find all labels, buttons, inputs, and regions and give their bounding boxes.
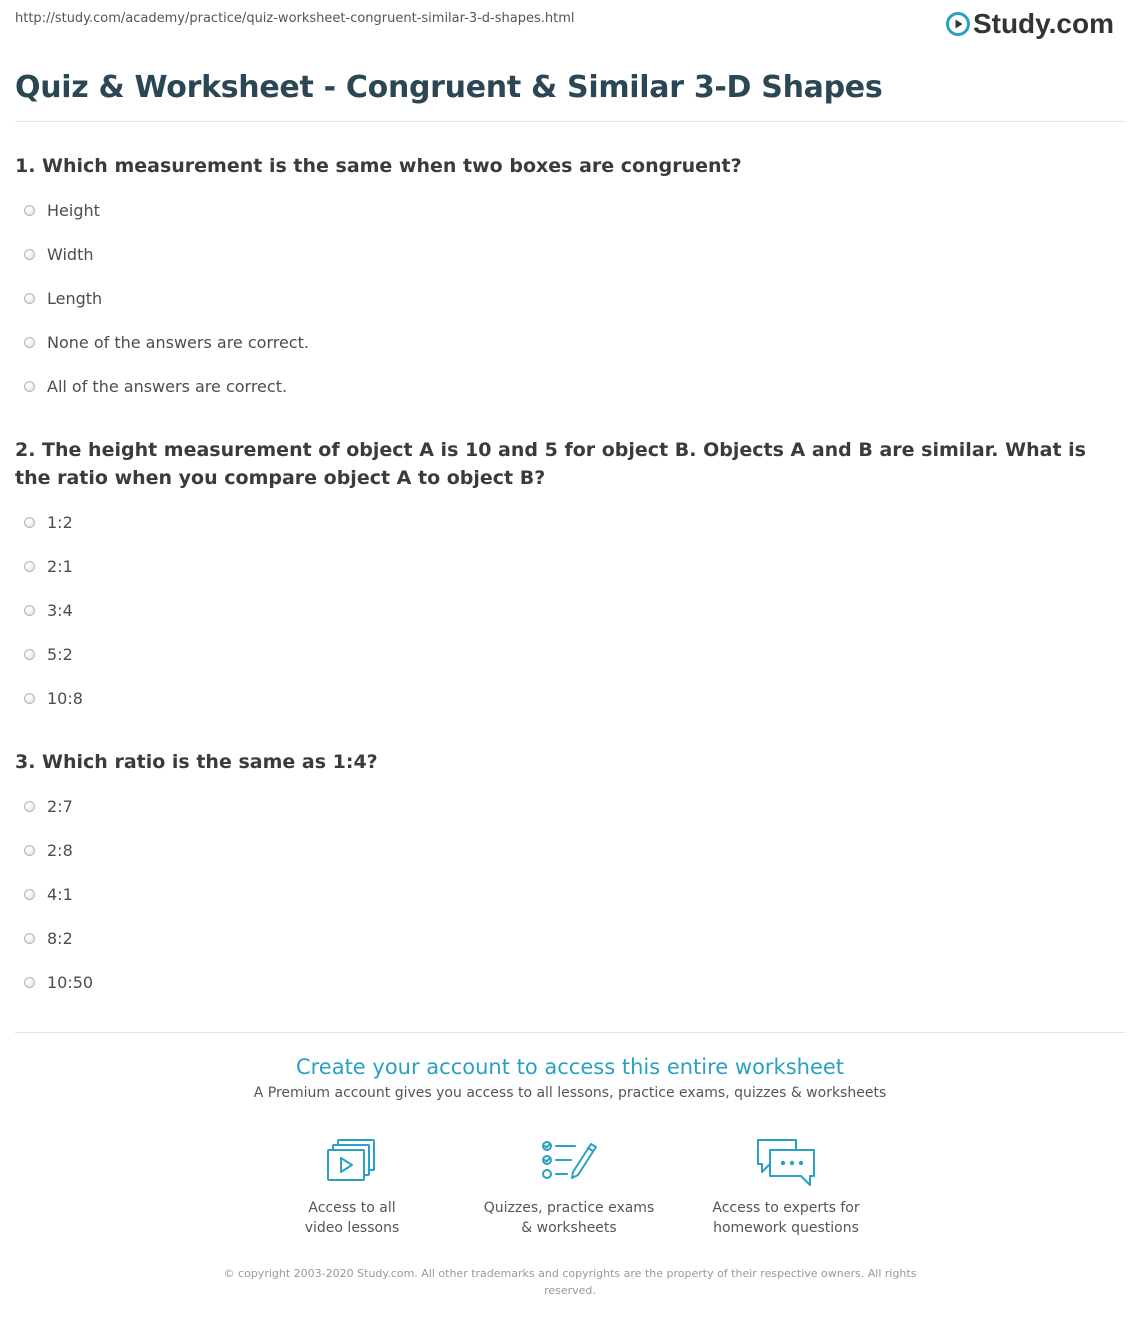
copyright-line: © copyright 2003-2020 Study.com. All other trademarks and copyrights are the property of their respective owners. All rights xyxy=(223,1267,917,1280)
option-label: Height xyxy=(47,200,100,220)
copyright-line: reserved. xyxy=(544,1284,596,1297)
answer-option[interactable] xyxy=(24,598,73,622)
radio-button[interactable] xyxy=(24,649,35,660)
answer-option[interactable] xyxy=(24,926,73,950)
radio-button[interactable] xyxy=(24,293,35,304)
answer-option[interactable] xyxy=(24,198,100,222)
chat-bubbles-icon xyxy=(754,1138,818,1188)
logo-text: Study.com xyxy=(972,8,1114,39)
video-lessons-icon xyxy=(326,1138,378,1184)
copyright-footer xyxy=(215,1265,925,1299)
top-bar xyxy=(0,0,1140,50)
answer-option[interactable] xyxy=(24,330,309,354)
create-account-link[interactable]: Create your account to access this entire worksheet xyxy=(295,1055,845,1079)
study-logo[interactable] xyxy=(946,8,1114,40)
page-title: Quiz & Worksheet - Congruent & Similar 3-D Shapes xyxy=(15,70,883,105)
radio-button[interactable] xyxy=(24,205,35,216)
option-label: Length xyxy=(47,288,103,308)
radio-button[interactable] xyxy=(24,381,35,392)
radio-button[interactable] xyxy=(24,249,35,260)
option-label: All of the answers are correct. xyxy=(47,376,288,396)
option-label: 2:1 xyxy=(47,556,73,576)
option-label: 3:4 xyxy=(47,600,73,620)
option-label: 10:50 xyxy=(47,972,94,992)
answer-option[interactable] xyxy=(24,882,73,906)
option-label: None of the answers are correct. xyxy=(47,332,309,352)
question-text: 1. Which measurement is the same when two boxes are congruent? xyxy=(15,155,742,177)
option-label: 1:2 xyxy=(47,512,73,532)
radio-button[interactable] xyxy=(24,889,35,900)
answer-option[interactable] xyxy=(24,286,102,310)
feature-video-lessons xyxy=(242,1138,462,1238)
answer-option[interactable] xyxy=(24,686,83,710)
radio-button[interactable] xyxy=(24,933,35,944)
option-label: 5:2 xyxy=(47,644,73,664)
section-divider xyxy=(15,1032,1125,1033)
answer-option[interactable] xyxy=(24,794,73,818)
option-label: 8:2 xyxy=(47,928,73,948)
option-label: 4:1 xyxy=(47,884,73,904)
option-label: 2:7 xyxy=(47,796,73,816)
radio-button[interactable] xyxy=(24,801,35,812)
title-divider xyxy=(15,121,1125,122)
answer-option[interactable] xyxy=(24,838,73,862)
feature-text-line: Access to experts for xyxy=(712,1200,860,1216)
feature-experts xyxy=(676,1138,896,1238)
radio-button[interactable] xyxy=(24,693,35,704)
answer-option[interactable] xyxy=(24,242,93,266)
option-label: 10:8 xyxy=(47,688,83,708)
question-text: 3. Which ratio is the same as 1:4? xyxy=(15,751,378,773)
answer-option[interactable] xyxy=(24,970,93,994)
feature-text-line: homework questions xyxy=(713,1220,859,1236)
radio-button[interactable] xyxy=(24,517,35,528)
radio-button[interactable] xyxy=(24,561,35,572)
feature-text-line: Access to all xyxy=(308,1200,396,1216)
checklist-icon xyxy=(541,1138,597,1184)
feature-text-line: & worksheets xyxy=(521,1220,617,1236)
answer-option[interactable] xyxy=(24,510,73,534)
feature-quizzes xyxy=(459,1138,679,1238)
radio-button[interactable] xyxy=(24,337,35,348)
page-url[interactable]: http://study.com/academy/practice/quiz-worksheet-congruent-similar-3-d-shapes.html xyxy=(15,11,575,26)
feature-text-line: video lessons xyxy=(304,1220,400,1236)
radio-button[interactable] xyxy=(24,845,35,856)
radio-button[interactable] xyxy=(24,977,35,988)
answer-option[interactable] xyxy=(24,642,73,666)
radio-button[interactable] xyxy=(24,605,35,616)
answer-option[interactable] xyxy=(24,374,287,398)
question-text: 2. The height measurement of object A is 10 and 5 for object B. Objects A and B are similar. What is the ratio when you compare object A to object B? xyxy=(15,439,1086,489)
option-label: 2:8 xyxy=(47,840,73,860)
play-circle-icon xyxy=(946,12,970,36)
option-label: Width xyxy=(47,244,94,264)
answer-option[interactable] xyxy=(24,554,73,578)
feature-text-line: Quizzes, practice exams xyxy=(483,1200,655,1216)
premium-description: A Premium account gives you access to all lessons, practice exams, quizzes & worksheets xyxy=(253,1085,887,1101)
